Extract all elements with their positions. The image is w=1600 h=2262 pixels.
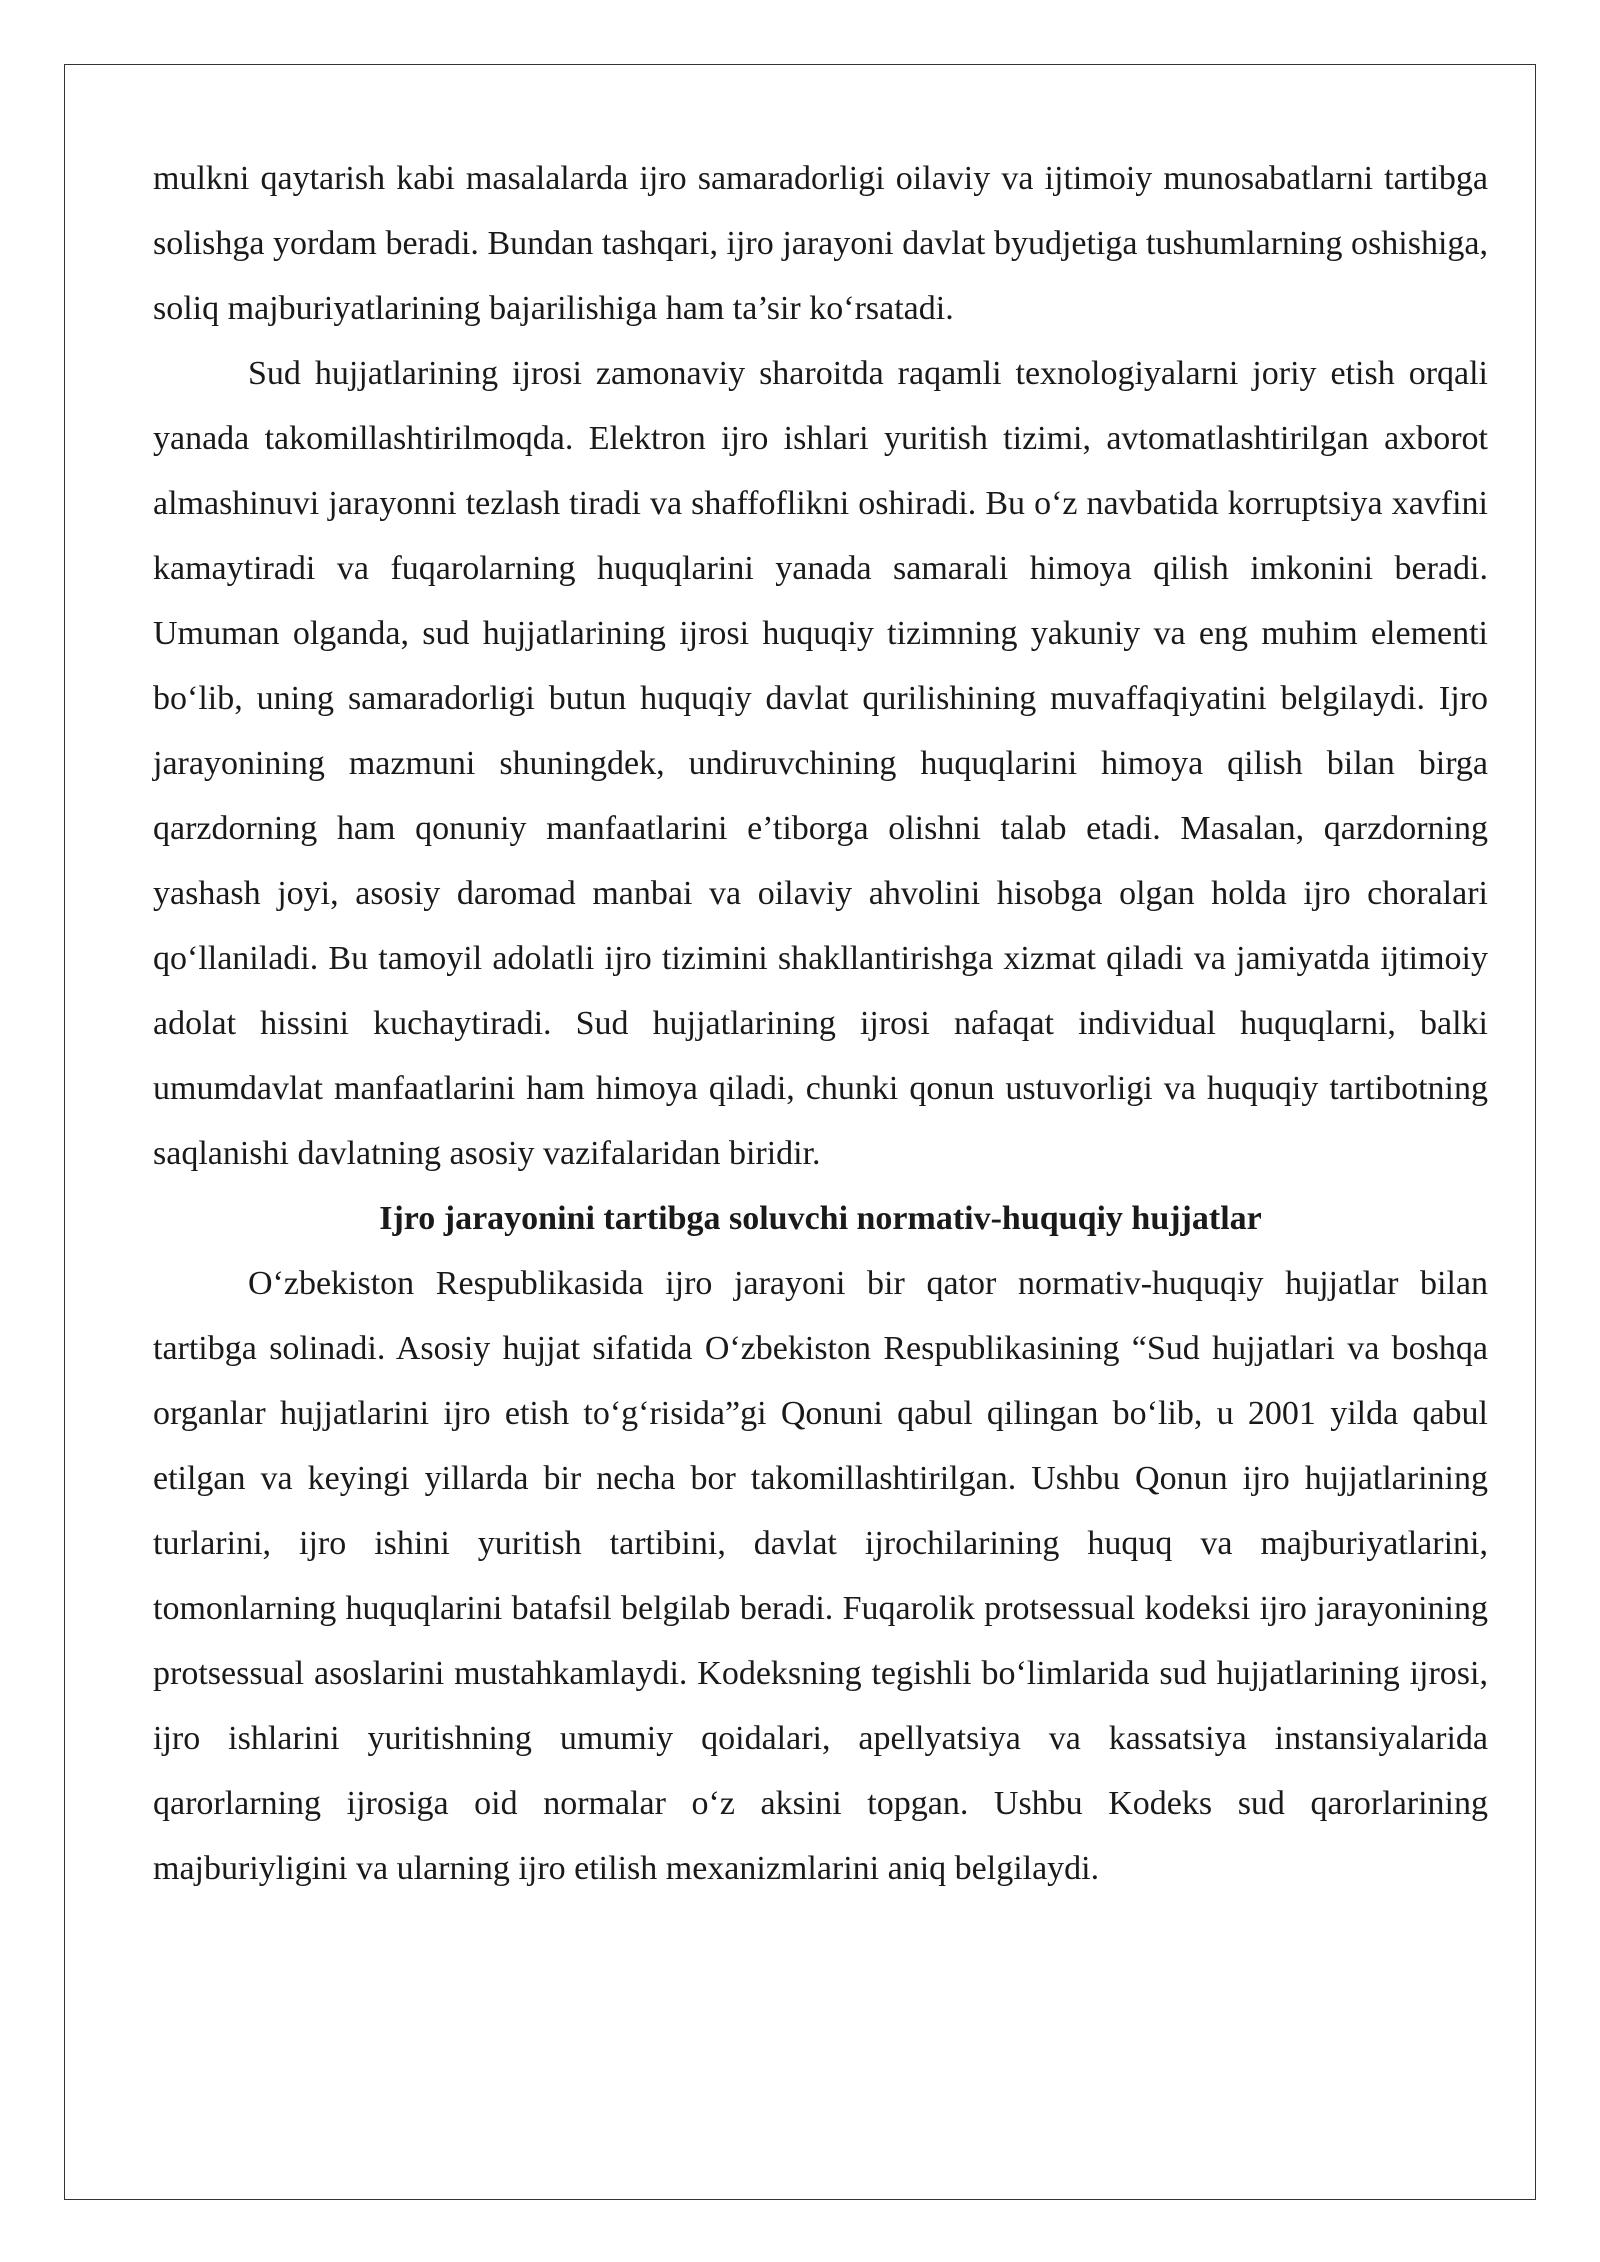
- paragraph-normative-acts: O‘zbekiston Respublikasida ijro jarayoni bir qator normativ-huquqiy hujjatlar bilan tartibga solinadi. Asosiy hujjat sifatida O‘zbekiston Respublikasining “Sud hujjatlari va boshqa organlar hujjatlarini ijro etish to‘g‘risida”gi Qonuni qabul qilingan bo‘lib, u 2001 yilda qabul etilgan va keyingi yillarda bir necha bor takomillashtirilgan. Ushbu Qonun ijro hujjatlarining turlarini, ijro ishini yuritish tartibini, davlat ijrochilarining huquq va majburiyatlarini, tomonlarning huquqlarini batafsil belgilab beradi. Fuqarolik protsessual kodeksi ijro jarayonining protsessual asoslarini mustahkamlaydi. Kodeksning tegishli bo‘limlarida sud hujjatlarining ijrosi, ijro ishlarini yuritishning umumiy qoidalari, apellyatsiya va kassatsiya instansiyalarida qarorlarning ijrosiga oid normalar o‘z aksini topgan. Ushbu Kodeks sud qarorlarining majburiyligini va ularning ijro etilish mexanizmlarini aniq belgilaydi.: [153, 1265, 1488, 1887]
- section-heading: Ijro jarayonini tartibga soluvchi normativ-huquqiy hujjatlar: [379, 1200, 1262, 1237]
- paragraph-continuation: mulkni qaytarish kabi masalalarda ijro samaradorligi oilaviy va ijtimoiy munosabatlarni tartibga solishga yordam beradi. Bundan tashqari, ijro jarayoni davlat byudjetiga tushumlarning oshishiga, soliq majburiyatlarining bajarilishiga ham ta’sir ko‘rsatadi.: [153, 160, 1488, 327]
- document-body: [153, 146, 1488, 1901]
- paragraph-digital-execution: Sud hujjatlarining ijrosi zamonaviy sharoitda raqamli texnologiyalarni joriy etish orqali yanada takomillashtirilmoqda. Elektron ijro ishlari yuritish tizimi, avtomatlashtirilgan axborot almashinuvi jarayonni tezlash tiradi va shaffoflikni oshiradi. Bu o‘z navbatida korruptsiya xavfini kamaytiradi va fuqarolarning huquqlarini yanada samarali himoya qilish imkonini beradi. Umuman olganda, sud hujjatlarining ijrosi huquqiy tizimning yakuniy va eng muhim elementi bo‘lib, uning samaradorligi butun huquqiy davlat qurilishining muvaffaqiyatini belgilaydi. Ijro jarayonining mazmuni shuningdek, undiruvchining huquqlarini himoya qilish bilan birga qarzdorning ham qonuniy manfaatlarini e’tiborga olishni talab etadi. Masalan, qarzdorning yashash joyi, asosiy daromad manbai va oilaviy ahvolini hisobga olgan holda ijro choralari qo‘llaniladi. Bu tamoyil adolatli ijro tizimini shakllantirishga xizmat qiladi va jamiyatda ijtimoiy adolat hissini kuchaytiradi. Sud hujjatlarining ijrosi nafaqat individual huquqlarni, balki umumdavlat manfaatlarini ham himoya qiladi, chunki qonun ustuvorligi va huquqiy tartibotning saqlanishi davlatning asosiy vazifalaridan biridir.: [153, 355, 1488, 1172]
